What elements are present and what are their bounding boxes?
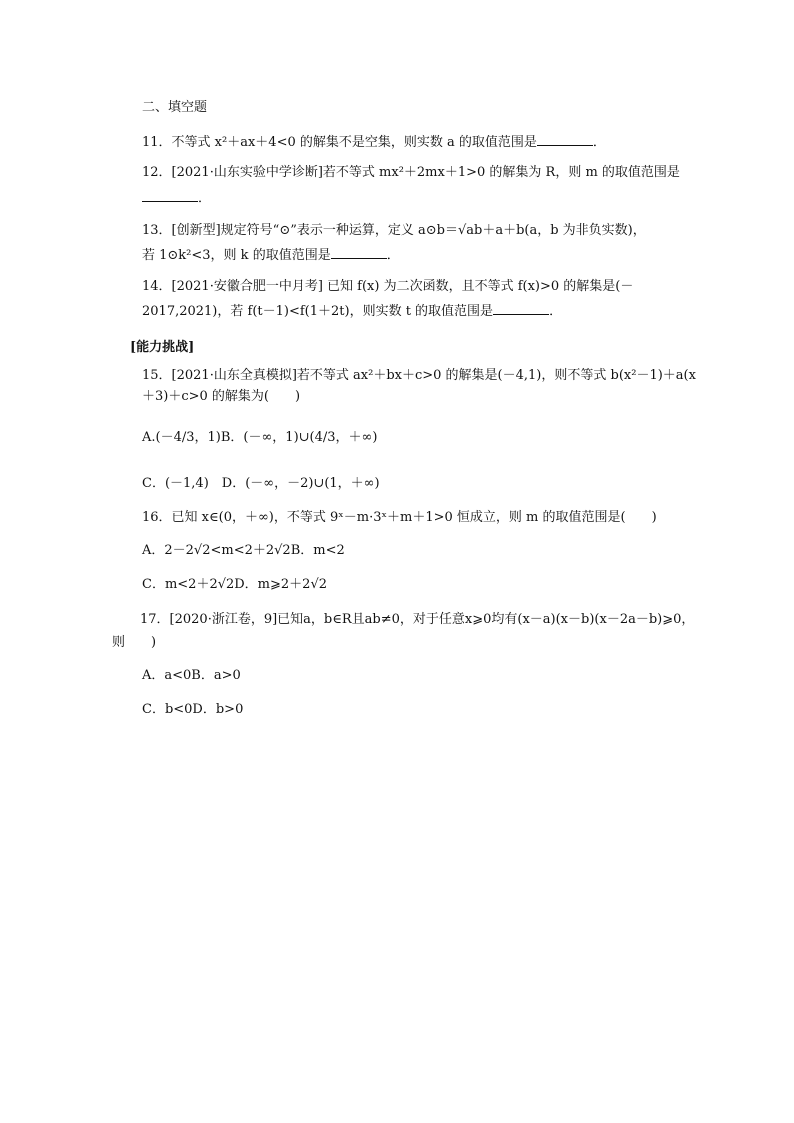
question-text: 2017,2021)，若 f(t－1)<f(1＋2t)，则实数 t 的取值范围是 <box>142 304 494 319</box>
question-17-options-cd: C．b<0D．b>0 <box>142 702 244 717</box>
question-11 <box>142 131 606 153</box>
question-12-line-2 <box>142 187 211 209</box>
question-14-line-2 <box>142 300 562 322</box>
ability-challenge-title: [能力挑战] <box>130 340 195 355</box>
question-text-end: ． <box>198 191 212 206</box>
question-17-options-ab: A．a<0B．a>0 <box>142 668 241 683</box>
question-13-line-2 <box>142 244 400 266</box>
section-title: 二、填空题 <box>142 100 208 115</box>
answer-blank[interactable] <box>537 131 593 146</box>
question-12-line-1: 12．[2021·山东实验中学诊断]若不等式 mx²＋2mx＋1>0 的解集为 R，则 m 的取值范围是 <box>142 165 680 180</box>
question-17-line-2: 则 ) <box>112 635 157 650</box>
answer-blank[interactable] <box>493 300 549 315</box>
question-text-end: ． <box>549 304 563 319</box>
question-text-end: ． <box>386 248 400 263</box>
question-17-line-1: 17．[2020·浙江卷，9]已知a，b∈R且ab≠0，对于任意x⩾0均有(x－a)(x－b)(x－2a－b)⩾0， <box>140 612 695 627</box>
question-16-stem: 16．已知 x∈(0，＋∞)，不等式 9ˣ－m·3ˣ＋m＋1>0 恒成立，则 m 的取值范围是( ) <box>142 510 657 525</box>
question-15-options-cd: C．(－1,4) D．(－∞，－2)∪(1，＋∞) <box>142 476 380 491</box>
answer-blank[interactable] <box>142 187 198 202</box>
question-16-options-cd: C．m<2＋2√2D．m⩾2＋2√2 <box>142 577 328 592</box>
question-15-options-ab: A.(－4/3，1)B．(－∞，1)∪(4/3，＋∞) <box>142 430 378 445</box>
question-13-line-1: 13．[创新型]规定符号“⊙”表示一种运算，定义 a⊙b＝√ab＋a＋b(a，b 为非负实数)， <box>142 223 646 238</box>
question-text: 若 1⊙k²<3，则 k 的取值范围是 <box>142 248 331 263</box>
question-15-line-2: ＋3)＋c>0 的解集为( ) <box>142 389 301 404</box>
question-16-options-ab: A．2－2√2<m<2＋2√2B．m<2 <box>142 543 345 558</box>
question-text: 11．不等式 x²＋ax＋4<0 的解集不是空集，则实数 a 的取值范围是 <box>142 135 537 150</box>
answer-blank[interactable] <box>331 244 387 259</box>
question-15-line-1: 15．[2021·山东全真模拟]若不等式 ax²＋bx＋c>0 的解集是(－4,1)，则不等式 b(x²－1)＋a(x <box>142 368 696 383</box>
question-text-end: ． <box>592 135 606 150</box>
question-14-line-1: 14．[2021·安徽合肥一中月考] 已知 f(x) 为二次函数，且不等式 f(x)>0 的解集是(－ <box>142 279 634 294</box>
